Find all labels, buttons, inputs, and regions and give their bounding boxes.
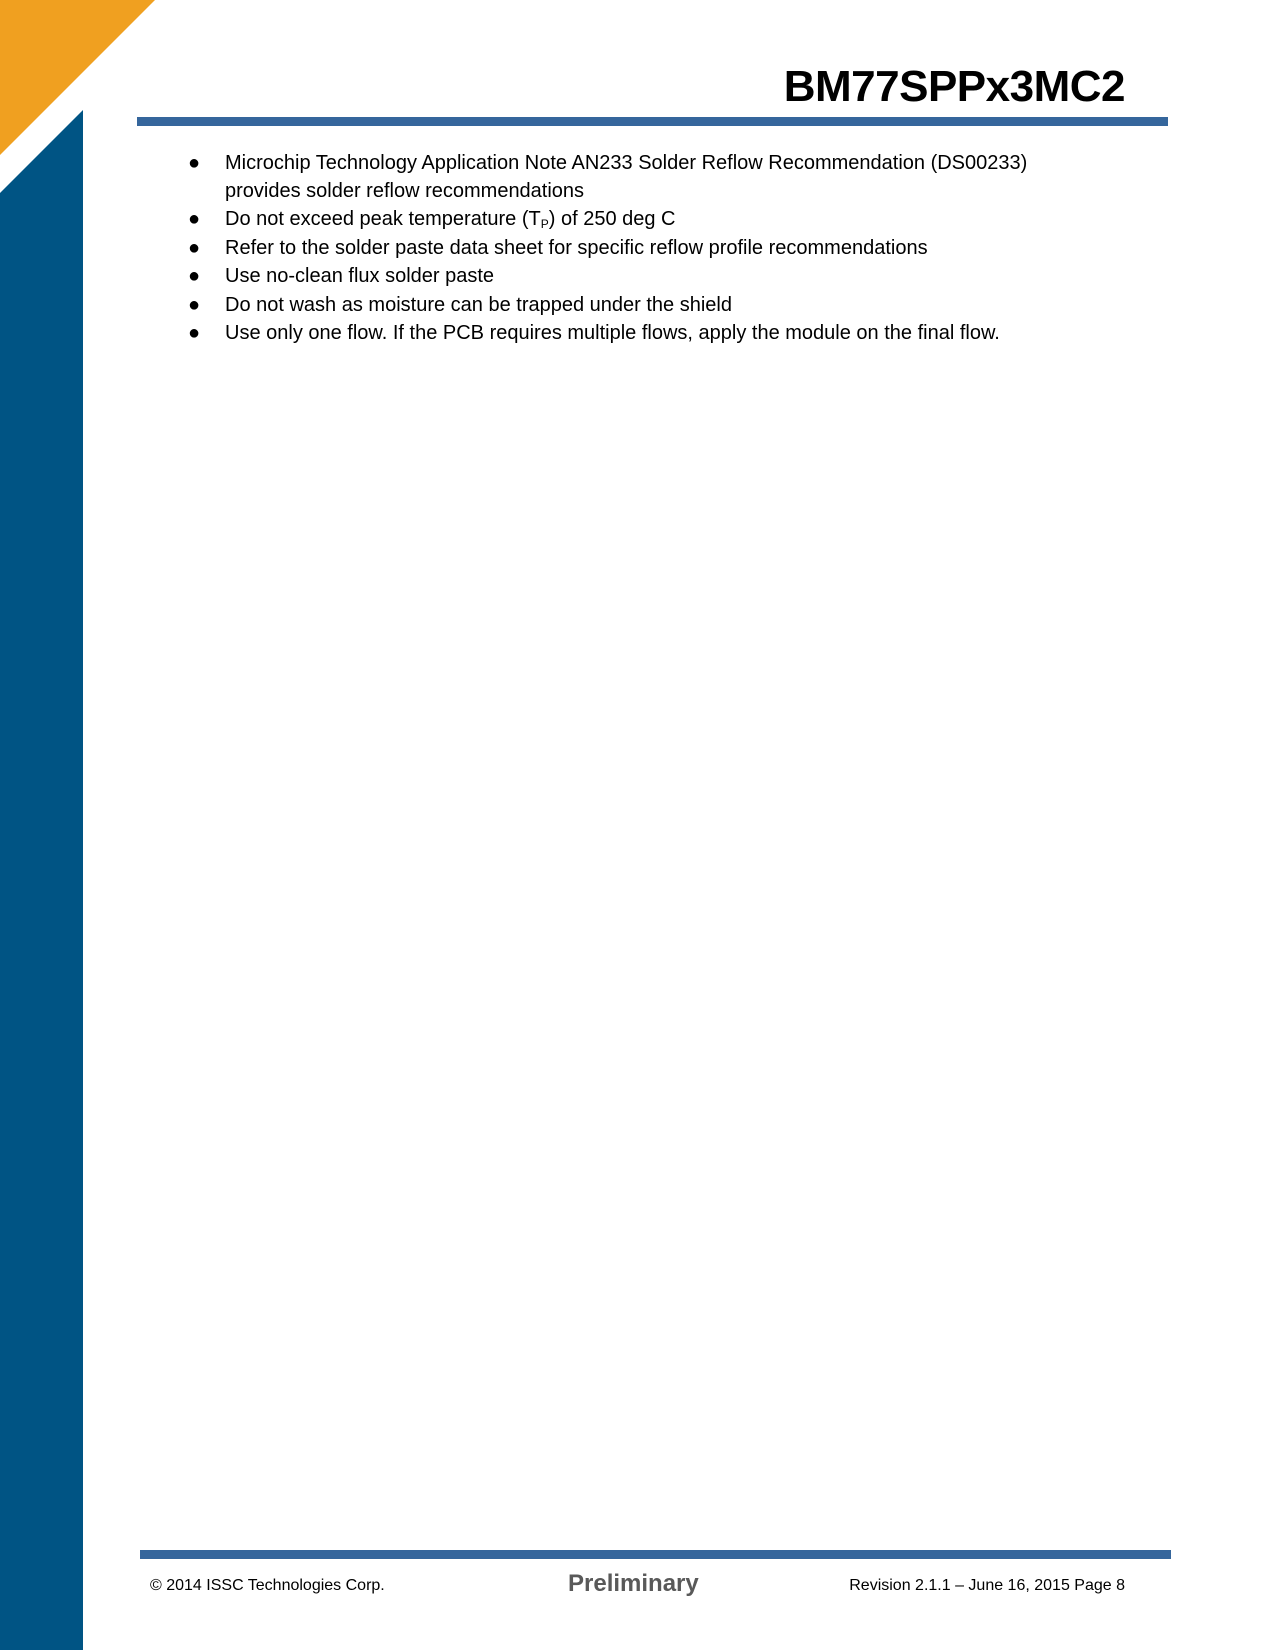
footer-status: Preliminary bbox=[568, 1570, 699, 1597]
bullet-icon: ● bbox=[188, 152, 201, 174]
footer-revision: Revision 2.1.1 – June 16, 2015 Page 8 bbox=[849, 1577, 1125, 1594]
list-item bbox=[185, 263, 1105, 291]
bullet-icon: ● bbox=[188, 293, 201, 316]
list-item bbox=[185, 150, 1105, 205]
footer-copyright: © 2014 ISSC Technologies Corp. bbox=[150, 1577, 385, 1594]
list-item-text: Use only one flow. If the PCB requires multiple flows, apply the module on the final flow. bbox=[225, 322, 1000, 344]
bullet-icon: ● bbox=[188, 236, 201, 259]
header-rule bbox=[137, 117, 1168, 126]
footer-rule bbox=[140, 1550, 1171, 1559]
list-item-text: Use no-clean flux solder paste bbox=[225, 265, 495, 287]
corner-decoration bbox=[0, 0, 160, 1650]
list-item bbox=[185, 292, 1105, 320]
list-item bbox=[185, 235, 1105, 263]
subscript-p: P bbox=[540, 217, 549, 231]
list-item bbox=[185, 320, 1105, 348]
list-item-text: Microchip Technology Application Note AN233 Solder Reflow Recommendation (DS00233) provides solder reflow recommendations bbox=[225, 152, 1028, 202]
blue-sidebar bbox=[0, 110, 83, 1650]
list-item-text-after: ) of 250 deg C bbox=[548, 208, 676, 230]
document-title: BM77SPPx3MC2 bbox=[783, 62, 1125, 111]
list-item-text: Do not exceed peak temperature (T bbox=[225, 208, 541, 230]
list-item bbox=[185, 206, 1105, 234]
bullet-icon: ● bbox=[188, 322, 201, 344]
bullet-icon: ● bbox=[188, 208, 201, 230]
reflow-notes-list bbox=[185, 150, 1105, 349]
list-item-text: Do not wash as moisture can be trapped under the shield bbox=[225, 293, 732, 316]
bullet-icon: ● bbox=[188, 265, 201, 287]
list-item-text: Refer to the solder paste data sheet for specific reflow profile recommendations bbox=[225, 236, 928, 259]
